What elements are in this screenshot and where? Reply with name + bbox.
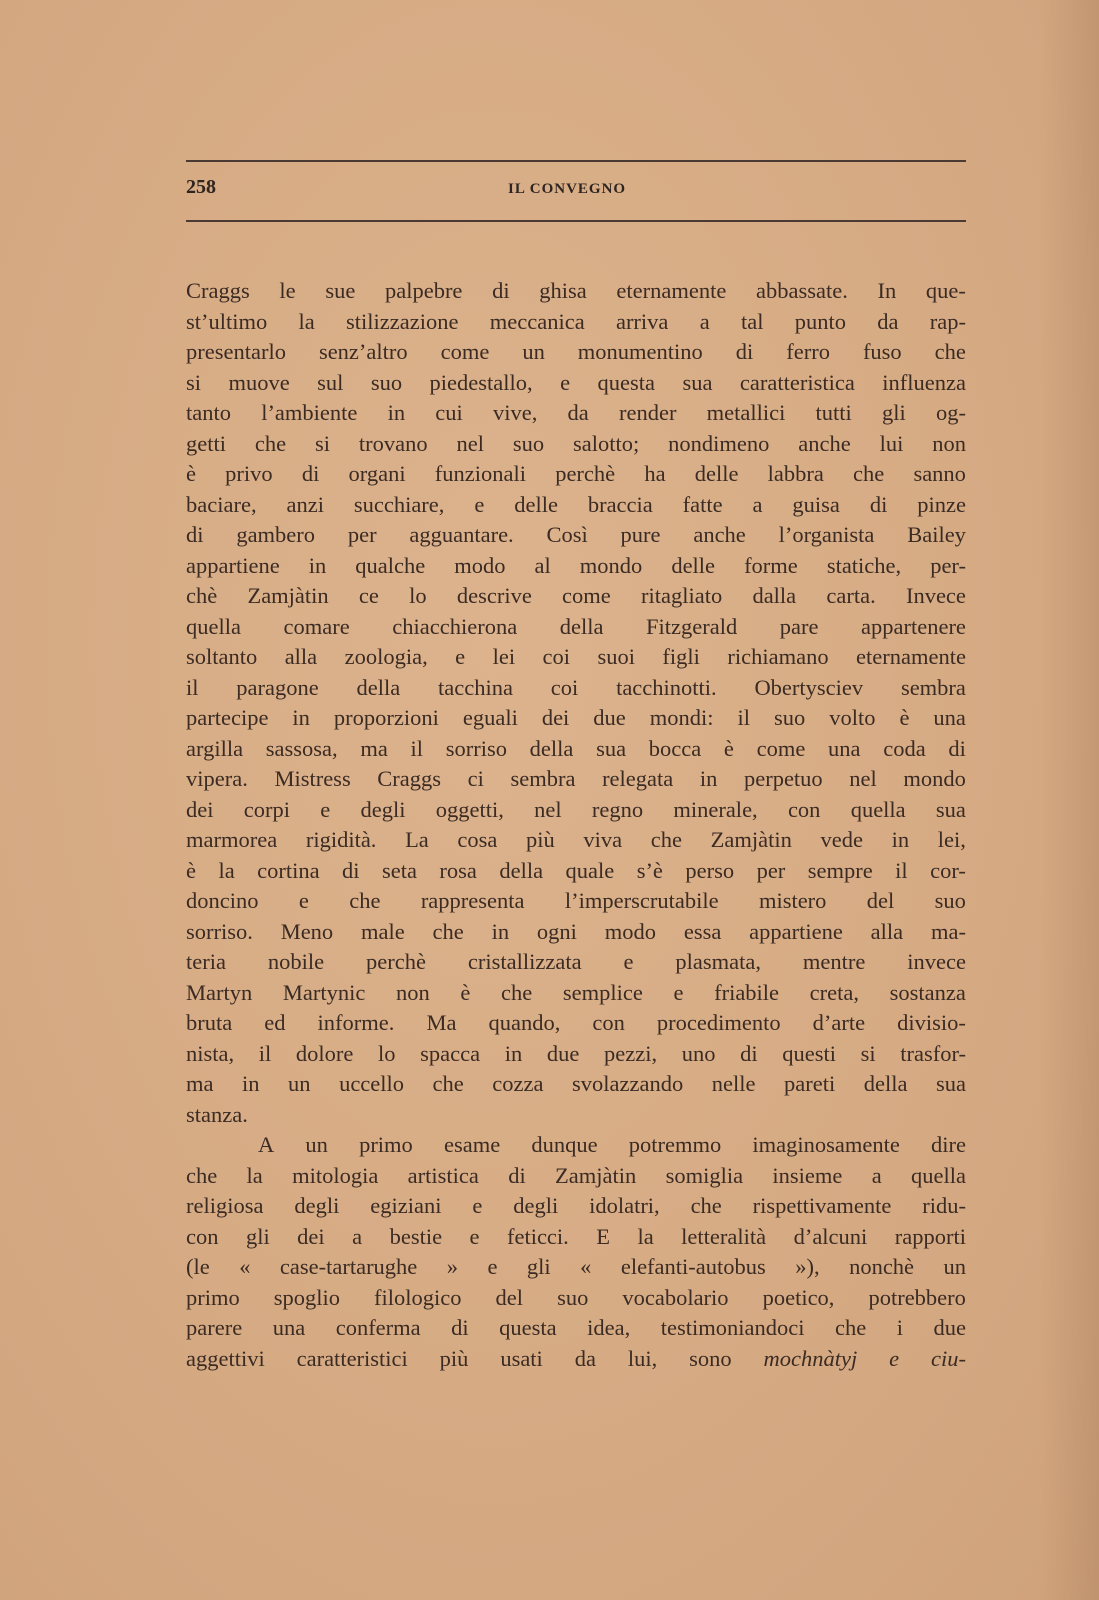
- text-line: marmorea rigidità. La cosa più viva che Zamjàtin vede in lei,: [186, 827, 966, 852]
- text-line: teria nobile perchè cristallizzata e plasmata, mentre invece: [186, 949, 966, 974]
- text-line: di gambero per agguantare. Così pure anche l’organista Bailey: [186, 522, 966, 547]
- running-head: IL CONVEGNO: [508, 181, 627, 197]
- text-line: presentarlo senz’altro come un monumentino di ferro fuso che: [186, 339, 966, 364]
- text-line: argilla sassosa, ma il sorriso della sua bocca è come una coda di: [186, 735, 966, 761]
- text-line: tanto l’ambiente in cui vive, da render metallici tutti gli og-: [186, 400, 966, 425]
- text-line: quella comare chiacchierona della Fitzgerald pare appartenere: [186, 613, 966, 639]
- header-bottom-rule: [186, 220, 966, 222]
- text-line: che la mitologia artistica di Zamjàtin somiglia insieme a quella: [186, 1162, 966, 1188]
- text-line: A un primo esame dunque potremmo imaginosamente dire: [258, 1132, 966, 1157]
- text-line: st’ultimo la stilizzazione meccanica arriva a tal punto da rap-: [186, 308, 966, 334]
- text-line: sorriso. Meno male che in ogni modo essa appartiene alla ma-: [186, 918, 966, 944]
- text-line: religiosa degli egiziani e degli idolatri, che rispettivamente ridu-: [186, 1193, 966, 1218]
- text-line: dei corpi e degli oggetti, nel regno minerale, con quella sua: [186, 796, 966, 822]
- text-line: getti che si trovano nel suo salotto; nondimeno anche lui non: [186, 430, 966, 456]
- text-line: stanza.: [186, 1101, 248, 1127]
- text-line: aggettivi caratteristici più usati da lui, sono mochnàtyj e ciu-: [186, 1345, 966, 1371]
- page-number: 258: [186, 176, 216, 198]
- text-line: ma in un uccello che cozza svolazzando nelle pareti della sua: [186, 1071, 966, 1096]
- text-line: appartiene in qualche modo al mondo delle forme statiche, per-: [186, 552, 966, 578]
- text-line: Martyn Martynic non è che semplice e friabile creta, sostanza: [186, 979, 966, 1005]
- text-line: doncino e che rappresenta l’imperscrutabile mistero del suo: [186, 888, 966, 913]
- text-line: primo spoglio filologico del suo vocabolario poetico, potrebbero: [186, 1284, 966, 1310]
- text-line: è privo di organi funzionali perchè ha delle labbra che sanno: [186, 461, 966, 486]
- text-line: chè Zamjàtin ce lo descrive come ritagliato dalla carta. Invece: [186, 583, 966, 608]
- text-line: il paragone della tacchina coi tacchinotti. Obertysciev sembra: [186, 674, 966, 700]
- text-line: vipera. Mistress Craggs ci sembra relegata in perpetuo nel mondo: [186, 766, 966, 791]
- page-header: [186, 176, 966, 206]
- text-line: si muove sul suo piedestallo, e questa sua caratteristica influenza: [186, 369, 966, 395]
- text-line: con gli dei a bestie e feticci. E la letteralità d’alcuni rapporti: [186, 1223, 966, 1249]
- text-line: è la cortina di seta rosa della quale s’è perso per sempre il cor-: [186, 857, 966, 883]
- page-edge-shadow: [1039, 0, 1099, 1600]
- text-line: (le « case-tartarughe » e gli « elefanti-autobus »), nonchè un: [186, 1254, 966, 1279]
- text-line: baciare, anzi succhiare, e delle braccia fatte a guisa di pinze: [186, 491, 966, 517]
- text-line: soltanto alla zoologia, e lei coi suoi figli richiamano eternamente: [186, 644, 966, 669]
- text-line: Craggs le sue palpebre di ghisa eternamente abbassate. In que-: [186, 278, 966, 303]
- header-top-rule: [186, 160, 966, 162]
- text-line: partecipe in proporzioni eguali dei due mondi: il suo volto è una: [186, 705, 966, 730]
- text-line: bruta ed informe. Ma quando, con procedimento d’arte divisio-: [186, 1010, 966, 1035]
- text-line: nista, il dolore lo spacca in due pezzi, uno di questi si trasfor-: [186, 1040, 966, 1066]
- text-line: parere una conferma di questa idea, testimoniandoci che i due: [186, 1315, 966, 1340]
- body-text: [186, 276, 966, 1374]
